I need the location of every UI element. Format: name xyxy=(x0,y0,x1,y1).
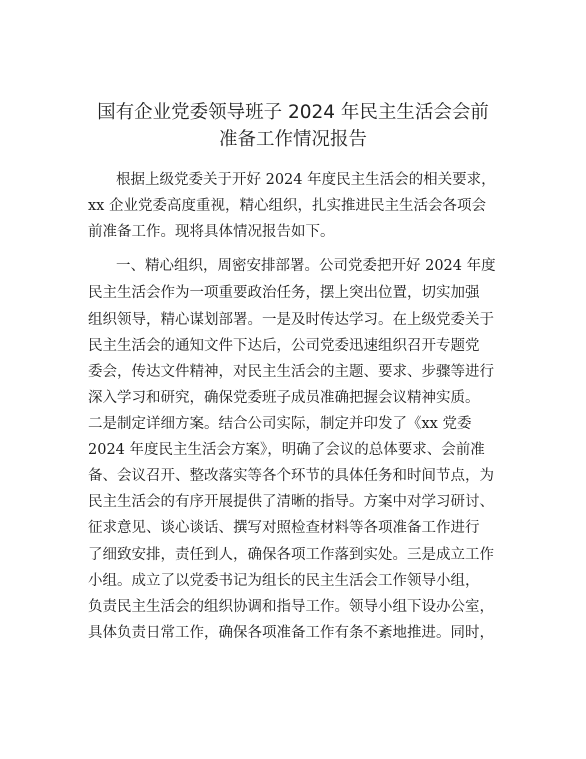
document-title-line-1: 国有企业党委领导班子 2024 年民主生活会会前 xyxy=(97,102,489,123)
paragraph-2-line-4: 民主生活会的通知文件下达后，公司党委迅速组织召开专题党 xyxy=(88,338,480,354)
paragraph-2-line-7: 二是制定详细方案。结合公司实际，制定并印发了《xx 党委 xyxy=(88,416,472,432)
paragraph-2-line-11: 征求意见、谈心谈话、撰写对照检查材料等各项准备工作进行 xyxy=(88,520,480,536)
paragraph-2-line-8: 2024 年度民主生活会方案》，明确了会议的总体要求、会前准 xyxy=(88,442,485,458)
paragraph-2-line-15: 具体负责日常工作，确保各项准备工作有条不紊地推进。同时， xyxy=(88,625,494,641)
paragraph-1-line-1: 根据上级党委关于开好 2024 年度民主生活会的相关要求， xyxy=(116,172,496,188)
paragraph-2-line-12: 了细致安排，责任到人，确保各项工作落到实处。三是成立工作 xyxy=(88,547,494,563)
paragraph-2-line-5: 委会，传达文件精神，对民主生活会的主题、要求、步骤等进行 xyxy=(88,364,494,380)
paragraph-2-line-10: 民主生活会的有序开展提供了清晰的指导。方案中对学习研讨、 xyxy=(88,494,494,510)
paragraph-2-line-3: 组织领导，精心谋划部署。一是及时传达学习。在上级党委关于 xyxy=(88,312,494,328)
paragraph-2-line-1: 一、精心组织，周密安排部署。公司党委把开好 2024 年度 xyxy=(116,258,496,274)
paragraph-2-line-2: 民主生活会作为一项重要政治任务，摆上突出位置，切实加强 xyxy=(88,285,480,301)
paragraph-2-line-6: 深入学习和研究，确保党委班子成员准确把握会议精神实质。 xyxy=(88,390,480,406)
paragraph-2-line-13: 小组。成立了以党委书记为组长的民主生活会工作领导小组， xyxy=(88,573,480,589)
paragraph-1-line-3: 前准备工作。现将具体情况报告如下。 xyxy=(88,224,335,240)
paragraph-2-line-9: 备、会议召开、整改落实等各个环节的具体任务和时间节点，为 xyxy=(88,468,494,484)
paragraph-1-line-2: xx 企业党委高度重视，精心组织，扎实推进民主生活会各项会 xyxy=(88,198,486,214)
paragraph-2-line-14: 负责民主生活会的组织协调和指导工作。领导小组下设办公室， xyxy=(88,599,494,615)
document-title-line-2: 准备工作情况报告 xyxy=(218,129,367,150)
